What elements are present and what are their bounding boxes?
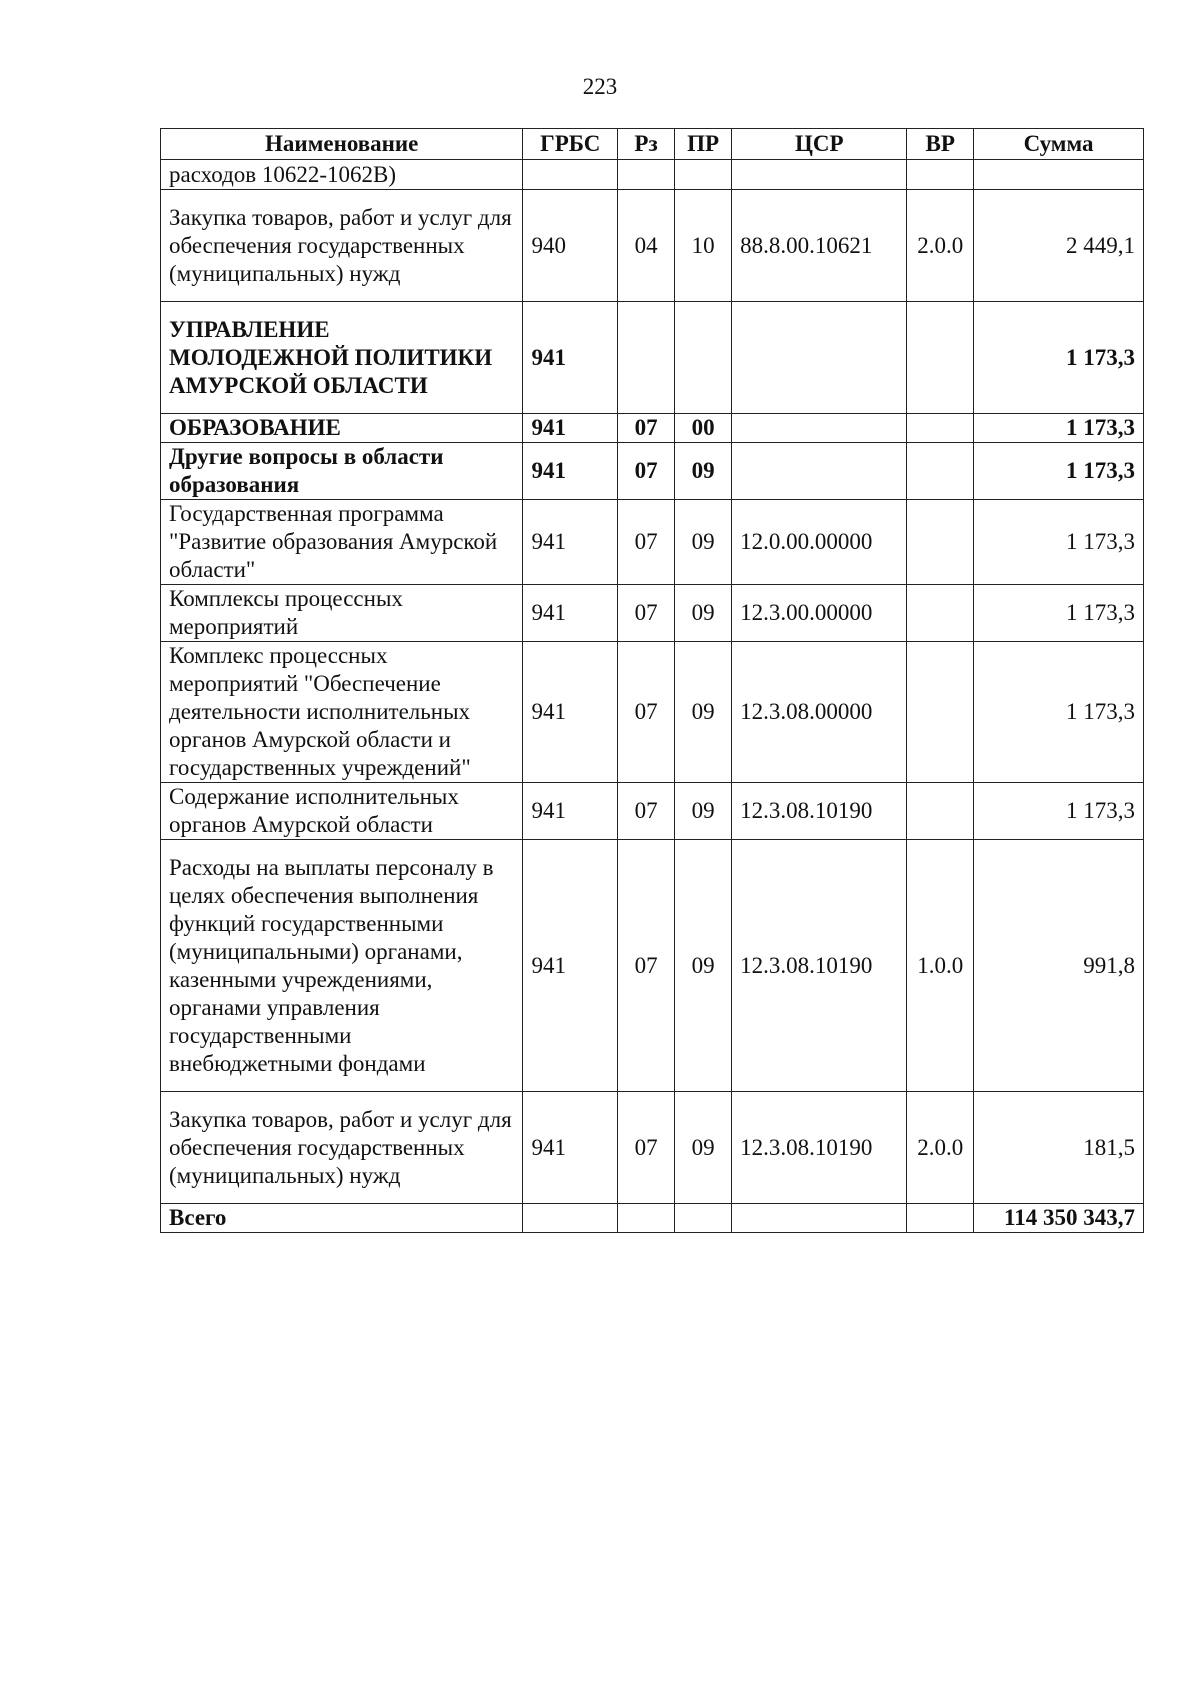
- row-rz: 07: [618, 500, 675, 585]
- table-header-row: [161, 129, 1144, 160]
- row-csr: 12.3.08.10190: [732, 1092, 907, 1204]
- table-row-total: [161, 1204, 1144, 1233]
- row-name: Расходы на выплаты персоналу в целях обеспечения выполнения функций государственными (муниципальными) органами, казенными учреждениями, органами управления государственными внебюджетными фондами: [161, 840, 523, 1092]
- table-row: [161, 414, 1144, 443]
- row-sum: 1 173,3: [974, 414, 1144, 443]
- row-name: ОБРАЗОВАНИЕ: [161, 414, 523, 443]
- row-vr: [907, 302, 974, 414]
- table-row: [161, 160, 1144, 190]
- row-rz: 07: [618, 840, 675, 1092]
- row-csr: 12.3.08.10190: [732, 783, 907, 840]
- row-csr: [732, 160, 907, 190]
- row-sum: 1 173,3: [974, 443, 1144, 500]
- row-name: Закупка товаров, работ и услуг для обеспечения государственных (муниципальных) нужд: [161, 1092, 523, 1204]
- row-pr: 09: [675, 642, 732, 783]
- row-pr: 09: [675, 585, 732, 642]
- row-grbs: [523, 160, 618, 190]
- row-vr: [907, 783, 974, 840]
- row-rz: 07: [618, 585, 675, 642]
- table-row: [161, 500, 1144, 585]
- row-sum: 114 350 343,7: [974, 1204, 1144, 1233]
- row-sum: 991,8: [974, 840, 1144, 1092]
- table-row: [161, 840, 1144, 1092]
- row-rz: 07: [618, 642, 675, 783]
- row-grbs: 941: [523, 302, 618, 414]
- page-number: 223: [582, 74, 618, 99]
- row-name: Закупка товаров, работ и услуг для обеспечения государственных (муниципальных) нужд: [161, 190, 523, 302]
- row-rz: 07: [618, 1092, 675, 1204]
- row-grbs: 941: [523, 1092, 618, 1204]
- row-name: Комплекс процессных мероприятий "Обеспечение деятельности исполнительных органов Амурской области и государственных учреждений": [161, 642, 523, 783]
- row-rz: [618, 302, 675, 414]
- row-vr: [907, 1204, 974, 1233]
- row-pr: 09: [675, 840, 732, 1092]
- row-grbs: 940: [523, 190, 618, 302]
- row-grbs: 941: [523, 783, 618, 840]
- row-rz: [618, 1204, 675, 1233]
- row-csr: [732, 414, 907, 443]
- row-vr: 1.0.0: [907, 840, 974, 1092]
- budget-table: [160, 128, 1144, 1233]
- row-name: УПРАВЛЕНИЕ МОЛОДЕЖНОЙ ПОЛИТИКИ АМУРСКОЙ ОБЛАСТИ: [161, 302, 523, 414]
- row-vr: 2.0.0: [907, 1092, 974, 1204]
- table-row: [161, 585, 1144, 642]
- row-sum: 1 173,3: [974, 783, 1144, 840]
- row-csr: 12.3.00.00000: [732, 585, 907, 642]
- row-grbs: 941: [523, 443, 618, 500]
- row-pr: 09: [675, 443, 732, 500]
- header-vr: ВР: [907, 129, 974, 160]
- row-grbs: 941: [523, 642, 618, 783]
- row-pr: 00: [675, 414, 732, 443]
- row-name: Всего: [161, 1204, 523, 1233]
- row-vr: [907, 443, 974, 500]
- row-csr: 88.8.00.10621: [732, 190, 907, 302]
- row-grbs: 941: [523, 500, 618, 585]
- row-sum: 1 173,3: [974, 585, 1144, 642]
- row-vr: [907, 642, 974, 783]
- row-pr: 10: [675, 190, 732, 302]
- row-vr: [907, 500, 974, 585]
- header-grbs: ГРБС: [523, 129, 618, 160]
- table-row: [161, 302, 1144, 414]
- row-grbs: 941: [523, 840, 618, 1092]
- row-csr: [732, 302, 907, 414]
- row-rz: [618, 160, 675, 190]
- row-rz: 07: [618, 414, 675, 443]
- row-sum: 1 173,3: [974, 500, 1144, 585]
- header-sum: Сумма: [974, 129, 1144, 160]
- row-name: Другие вопросы в области образования: [161, 443, 523, 500]
- row-csr: [732, 1204, 907, 1233]
- row-grbs: 941: [523, 585, 618, 642]
- row-vr: 2.0.0: [907, 190, 974, 302]
- row-pr: 09: [675, 1092, 732, 1204]
- row-rz: 04: [618, 190, 675, 302]
- row-csr: 12.0.00.00000: [732, 500, 907, 585]
- row-csr: 12.3.08.10190: [732, 840, 907, 1092]
- row-grbs: 941: [523, 414, 618, 443]
- row-name: Содержание исполнительных органов Амурской области: [161, 783, 523, 840]
- row-name: расходов 10622-1062В): [161, 160, 523, 190]
- row-sum: 1 173,3: [974, 642, 1144, 783]
- row-grbs: [523, 1204, 618, 1233]
- row-pr: [675, 302, 732, 414]
- table-row: [161, 1092, 1144, 1204]
- header-name: Наименование: [161, 129, 523, 160]
- row-pr: 09: [675, 783, 732, 840]
- table-row: [161, 783, 1144, 840]
- row-pr: [675, 160, 732, 190]
- table-row: [161, 443, 1144, 500]
- table-row: [161, 190, 1144, 302]
- row-sum: 181,5: [974, 1092, 1144, 1204]
- table-row: [161, 642, 1144, 783]
- row-name: Комплексы процессных мероприятий: [161, 585, 523, 642]
- header-pr: ПР: [675, 129, 732, 160]
- row-csr: [732, 443, 907, 500]
- row-rz: 07: [618, 783, 675, 840]
- row-rz: 07: [618, 443, 675, 500]
- row-vr: [907, 160, 974, 190]
- header-rz: Рз: [618, 129, 675, 160]
- row-sum: 2 449,1: [974, 190, 1144, 302]
- row-vr: [907, 414, 974, 443]
- row-pr: 09: [675, 500, 732, 585]
- row-name: Государственная программа "Развитие образования Амурской области": [161, 500, 523, 585]
- row-sum: 1 173,3: [974, 302, 1144, 414]
- header-csr: ЦСР: [732, 129, 907, 160]
- row-vr: [907, 585, 974, 642]
- row-csr: 12.3.08.00000: [732, 642, 907, 783]
- row-sum: [974, 160, 1144, 190]
- row-pr: [675, 1204, 732, 1233]
